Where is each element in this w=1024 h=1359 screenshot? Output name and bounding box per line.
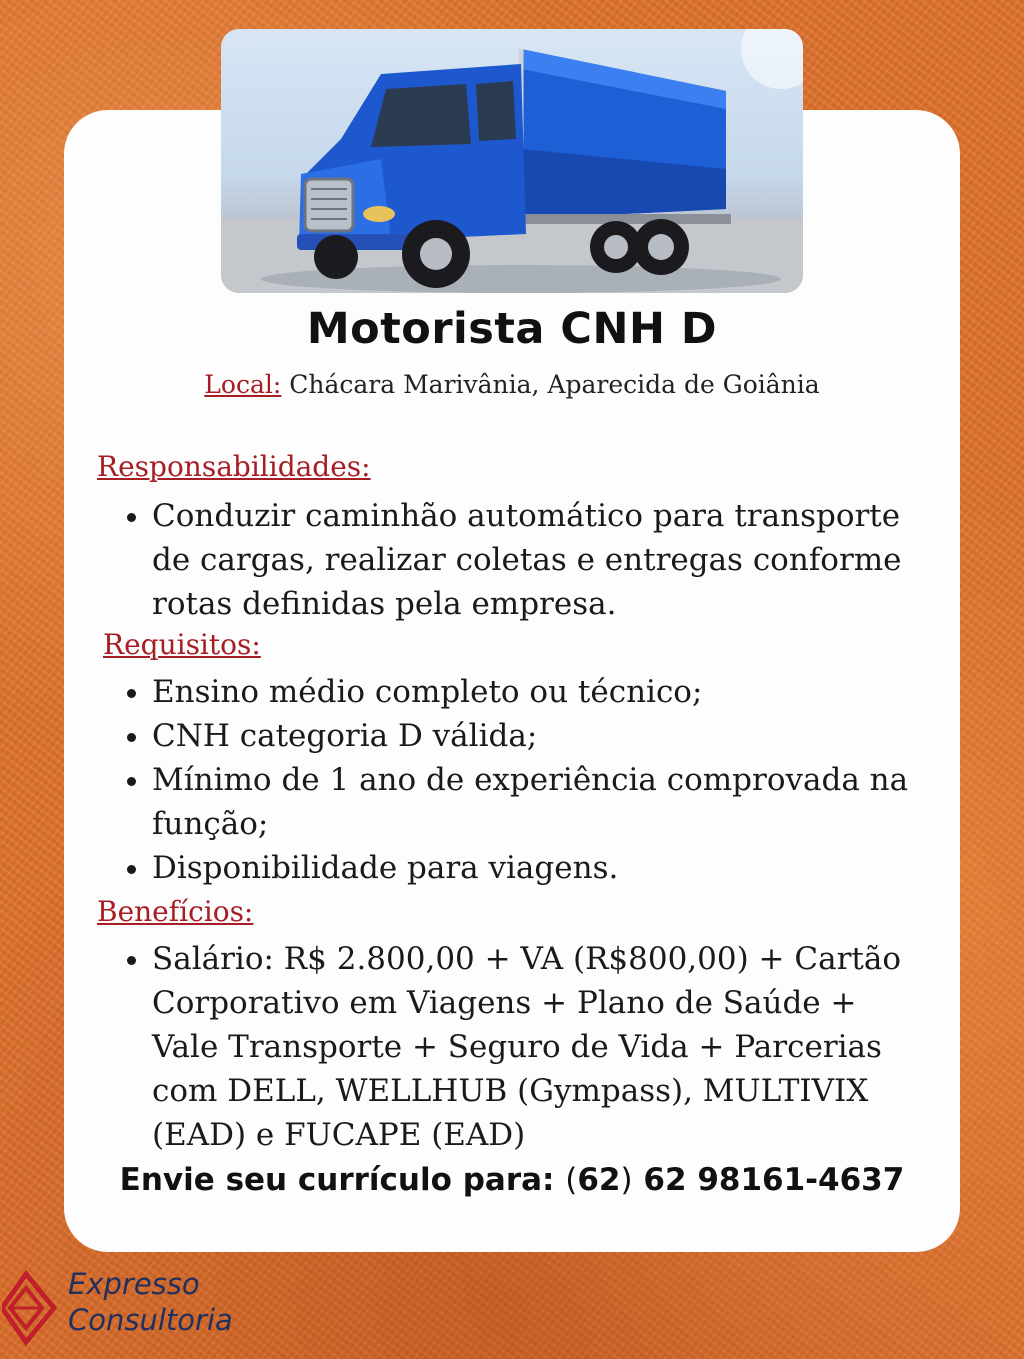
truck-photo: [221, 29, 803, 293]
list-item: • Ensino médio completo ou técnico;: [152, 670, 932, 714]
benefits-heading: Benefícios:: [97, 895, 254, 928]
responsibilities-list: [120, 494, 932, 626]
brand-line-2: Consultoria: [68, 1303, 233, 1337]
paren-open: (: [565, 1162, 578, 1198]
job-title: Motorista CNH D: [306, 304, 718, 354]
brand-line-1: Expresso: [68, 1267, 200, 1301]
benefits-list: [120, 937, 932, 1157]
phone-area-code: 62: [577, 1162, 621, 1198]
location-label: Local:: [204, 370, 282, 399]
cta-text: Envie seu currículo para:: [119, 1162, 555, 1198]
phone-number[interactable]: 62 98161-4637: [643, 1162, 905, 1198]
list-item: • Salário: R$ 2.800,00 + VA (R$800,00) + Cartão Corporativo em Viagens + Plano de Saúde + Vale Transporte + Seguro de Vida + Parcerias com DELL, WELLHUB (Gympass), MULTIVIX (EAD) e FUCAPE (EAD): [152, 937, 932, 1157]
job-location: [0, 370, 1024, 399]
brand-name: [68, 1266, 233, 1338]
brand-logo-icon: [2, 1270, 62, 1346]
responsibilities-heading: Responsabilidades:: [97, 450, 371, 483]
list-item: • Mínimo de 1 ano de experiência comprovada na função;: [152, 758, 932, 846]
requirements-list: [120, 670, 932, 890]
contact-cta: [0, 1162, 1024, 1198]
location-value: Chácara Marivânia, Aparecida de Goiânia: [289, 370, 820, 399]
list-item: • CNH categoria D válida;: [152, 714, 932, 758]
requirements-heading: Requisitos:: [103, 628, 261, 661]
paren-close: ): [620, 1162, 633, 1198]
list-item: • Conduzir caminhão automático para transporte de cargas, realizar coletas e entregas conforme rotas definidas pela empresa.: [152, 494, 932, 626]
list-item: • Disponibilidade para viagens.: [152, 846, 932, 890]
